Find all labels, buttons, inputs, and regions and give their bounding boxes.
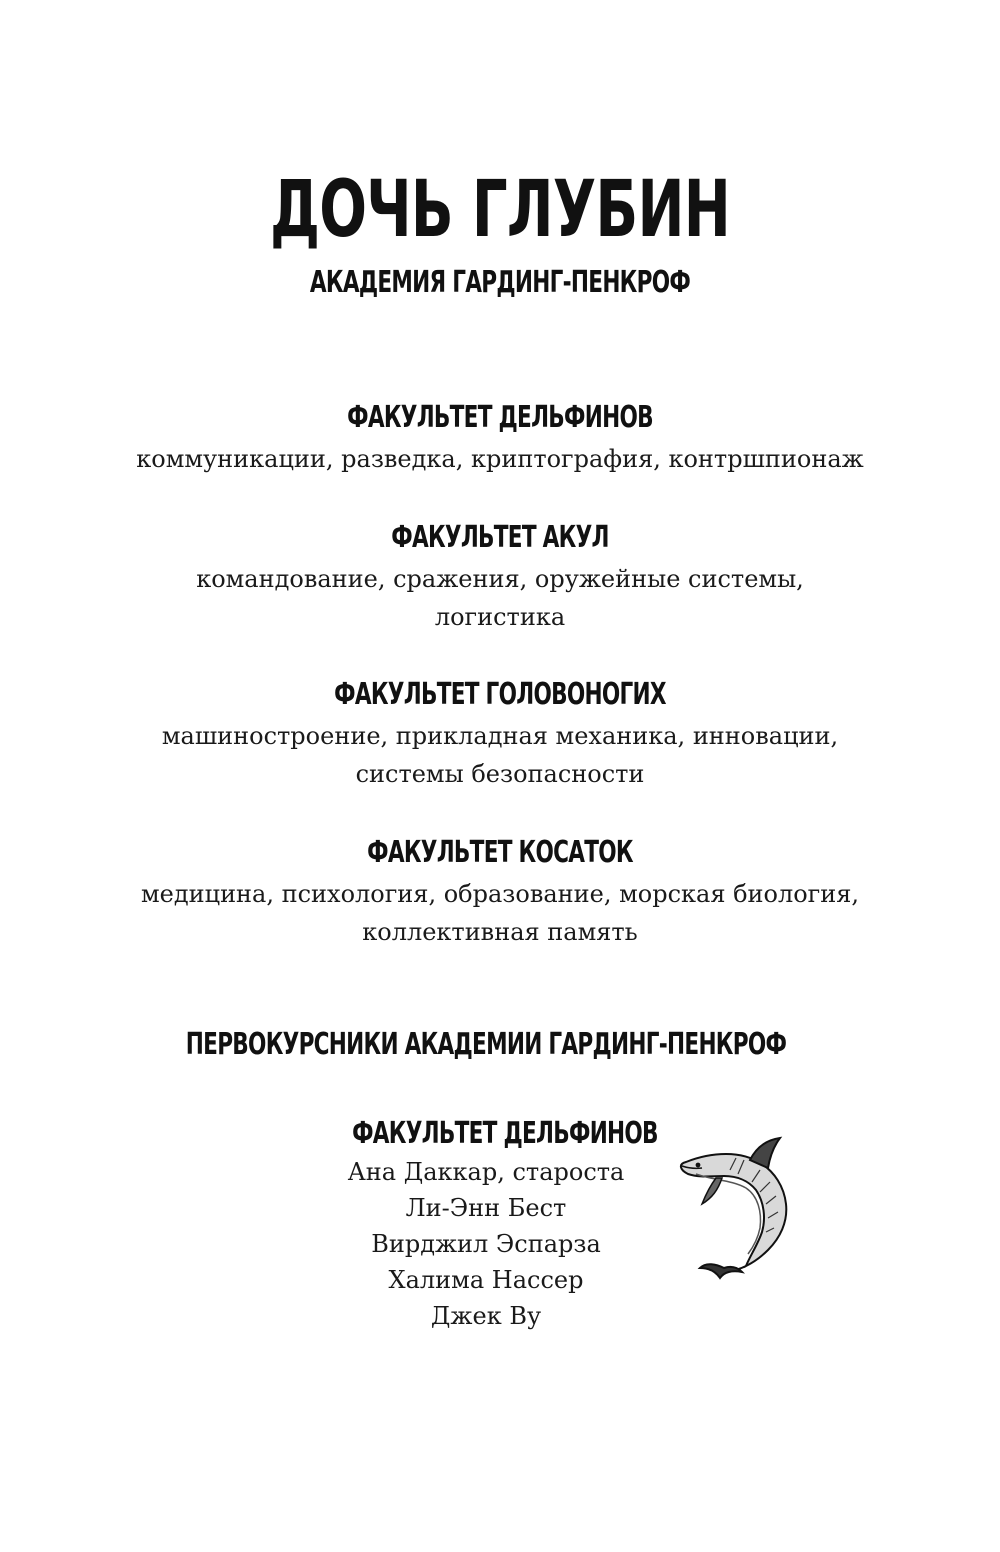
member-name: Джек Ву	[430, 1302, 542, 1330]
member-list	[300, 1154, 672, 1334]
faculty-description	[0, 875, 1000, 951]
dolphin-icon	[676, 1134, 806, 1284]
faculty-description	[0, 717, 1000, 793]
faculty-description-line: коммуникации, разведка, криптография, контршпионаж	[136, 445, 864, 473]
faculty-cephalopods	[0, 675, 1000, 793]
faculty-description	[0, 440, 1000, 478]
member-name: Ана Даккар, староста	[347, 1158, 625, 1186]
faculty-description	[0, 560, 1000, 636]
freshmen-dolphins-section	[300, 1114, 672, 1334]
section-title: ФАКУЛЬТЕТ ДЕЛЬФИНОВ	[352, 1116, 658, 1151]
faculty-orcas	[0, 833, 1000, 951]
faculty-sharks	[0, 518, 1000, 636]
faculty-name: ФАКУЛЬТЕТ АКУЛ	[391, 520, 609, 555]
faculty-dolphins	[0, 398, 1000, 478]
faculty-name: ФАКУЛЬТЕТ КОСАТОК	[367, 835, 633, 870]
book-subtitle: АКАДЕМИЯ ГАРДИНГ-ПЕНКРОФ	[309, 265, 691, 300]
faculty-description-line: машиностроение, прикладная механика, инновации,	[161, 722, 839, 750]
faculty-description-line: логистика	[434, 603, 566, 631]
book-title: ДОЧЬ ГЛУБИН	[269, 165, 731, 255]
member-name: Халима Нассер	[388, 1266, 584, 1294]
freshmen-heading: ПЕРВОКУРСНИКИ АКАДЕМИИ ГАРДИНГ-ПЕНКРОФ	[185, 1027, 787, 1062]
member-name: Вирджил Эспарза	[371, 1230, 601, 1258]
member-name: Ли-Энн Бест	[405, 1194, 567, 1222]
faculty-description-line: коллективная память	[362, 918, 638, 946]
faculty-name: ФАКУЛЬТЕТ ДЕЛЬФИНОВ	[347, 400, 653, 435]
faculty-name: ФАКУЛЬТЕТ ГОЛОВОНОГИХ	[334, 677, 666, 712]
faculty-description-line: медицина, психология, образование, морская биология,	[140, 880, 860, 908]
faculty-description-line: системы безопасности	[355, 760, 645, 788]
faculty-description-line: командование, сражения, оружейные системы,	[196, 565, 804, 593]
